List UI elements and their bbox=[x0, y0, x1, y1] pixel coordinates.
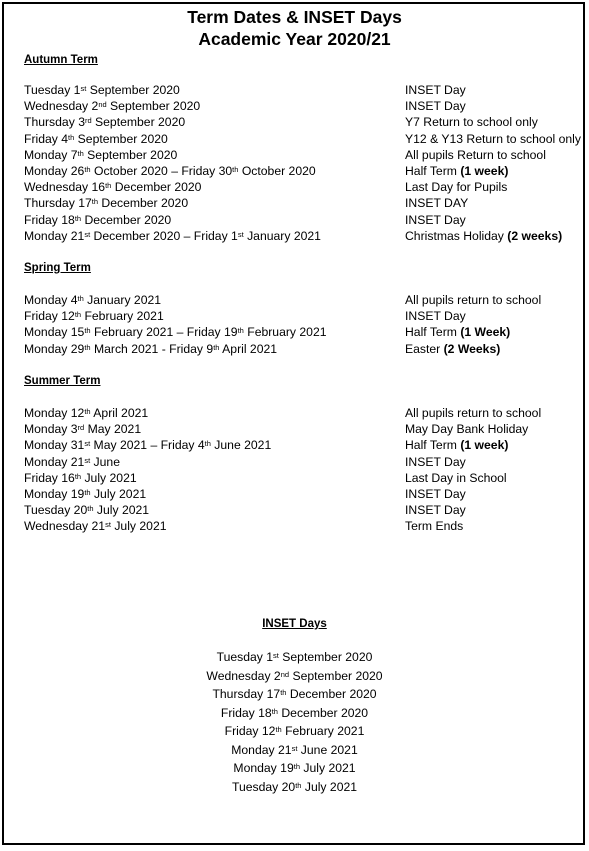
date-text: April 2021 bbox=[90, 406, 149, 420]
date-text: Monday 29 bbox=[24, 341, 85, 356]
date-text: Monday 15 bbox=[24, 325, 85, 340]
ordinal-suffix: th bbox=[74, 471, 82, 481]
date-cell bbox=[24, 454, 120, 470]
date-text: Monday 21 bbox=[24, 454, 85, 469]
table-row bbox=[24, 147, 584, 163]
date-text: Wednesday 21 bbox=[24, 519, 106, 534]
list-item bbox=[0, 648, 589, 667]
spring-term-list bbox=[24, 292, 584, 357]
ordinal-suffix: th bbox=[77, 148, 84, 158]
ordinal-suffix: st bbox=[84, 229, 91, 239]
date-text: May 2021 bbox=[84, 422, 142, 437]
table-row bbox=[24, 114, 584, 130]
event-duration: (2 Weeks) bbox=[443, 341, 501, 356]
ordinal-suffix: nd bbox=[280, 669, 290, 679]
event-duration: (1 Week) bbox=[460, 325, 511, 340]
date-text: July 2021 bbox=[110, 519, 167, 534]
ordinal-suffix: th bbox=[295, 780, 302, 790]
ordinal-suffix: th bbox=[275, 725, 282, 734]
event-cell bbox=[405, 195, 468, 211]
date-cell bbox=[24, 405, 148, 421]
summer-term-heading: Summer Term bbox=[24, 375, 101, 387]
autumn-term-heading: Autumn Term bbox=[24, 54, 98, 66]
ordinal-suffix: st bbox=[237, 229, 244, 239]
event-duration: (2 weeks) bbox=[507, 228, 563, 243]
date-cell bbox=[24, 324, 327, 340]
event-text: Last Day for Pupils bbox=[405, 180, 508, 195]
date-cell bbox=[24, 341, 277, 357]
event-text: INSET Day bbox=[405, 454, 466, 469]
date-text: June bbox=[90, 454, 120, 469]
date-text: September 2020 bbox=[278, 650, 373, 664]
event-text: Half Term bbox=[405, 438, 461, 453]
date-cell bbox=[24, 470, 137, 486]
date-text: January 2021 bbox=[243, 228, 321, 243]
date-text: February 2021 bbox=[81, 309, 164, 324]
ordinal-suffix: th bbox=[213, 342, 220, 352]
date-cell bbox=[24, 163, 316, 179]
event-cell bbox=[405, 486, 466, 502]
date-cell bbox=[24, 486, 146, 502]
date-cell bbox=[24, 502, 149, 518]
table-row bbox=[24, 454, 584, 470]
date-text: Tuesday 20 bbox=[231, 779, 296, 794]
ordinal-suffix: rd bbox=[77, 423, 85, 433]
table-row bbox=[24, 131, 584, 147]
ordinal-suffix: rd bbox=[84, 116, 92, 126]
event-cell bbox=[405, 131, 581, 147]
date-text: Monday 4 bbox=[24, 293, 78, 307]
table-row bbox=[24, 470, 584, 486]
event-text: Easter bbox=[405, 341, 444, 356]
ordinal-suffix: th bbox=[77, 294, 84, 303]
table-row bbox=[24, 82, 584, 98]
date-cell bbox=[24, 195, 188, 211]
event-text: May Day Bank Holiday bbox=[405, 422, 529, 437]
ordinal-suffix: st bbox=[80, 84, 87, 93]
event-text: INSET Day bbox=[405, 309, 466, 324]
date-text: Monday 7 bbox=[24, 147, 78, 162]
date-cell bbox=[24, 308, 164, 324]
event-cell bbox=[405, 324, 510, 340]
ordinal-suffix: nd bbox=[98, 100, 107, 110]
ordinal-suffix: th bbox=[84, 164, 91, 174]
date-text: Monday 21 bbox=[24, 228, 85, 243]
ordinal-suffix: th bbox=[237, 326, 244, 336]
ordinal-suffix: th bbox=[105, 181, 112, 191]
event-text: Term Ends bbox=[405, 519, 464, 534]
event-cell bbox=[405, 179, 507, 195]
list-item bbox=[0, 667, 589, 686]
page-subtitle: Academic Year 2020/21 bbox=[198, 29, 391, 49]
date-text: Monday 3 bbox=[24, 422, 78, 437]
ordinal-suffix: th bbox=[91, 197, 99, 207]
event-duration: (1 week) bbox=[460, 438, 509, 453]
date-text: Friday 12 bbox=[224, 724, 276, 738]
date-text: July 2021 bbox=[90, 486, 147, 501]
date-text: December 2020 – Friday 1 bbox=[90, 228, 238, 243]
event-cell bbox=[405, 163, 508, 179]
page-title: Term Dates & INSET Days bbox=[187, 7, 402, 27]
table-row bbox=[24, 421, 584, 437]
event-text: All pupils return to school bbox=[405, 293, 542, 307]
event-cell bbox=[405, 114, 538, 130]
inset-days-list bbox=[0, 648, 589, 796]
date-text: Tuesday 1 bbox=[216, 650, 274, 664]
event-text: INSET Day bbox=[405, 486, 466, 501]
date-text: December 2020 bbox=[277, 705, 369, 720]
date-text: Monday 31 bbox=[24, 438, 85, 453]
table-row bbox=[24, 486, 584, 502]
date-text: July 2021 bbox=[301, 779, 358, 794]
date-text: Monday 26 bbox=[24, 163, 85, 178]
ordinal-suffix: th bbox=[232, 164, 239, 174]
date-text: Tuesday 20 bbox=[24, 503, 88, 518]
event-text: INSET Day bbox=[405, 83, 466, 97]
table-row bbox=[24, 292, 584, 308]
date-text: April 2021 bbox=[219, 341, 278, 356]
event-cell bbox=[405, 82, 466, 98]
date-text: Thursday 17 bbox=[212, 687, 281, 701]
table-row bbox=[24, 518, 584, 534]
date-text: February 2021 bbox=[243, 325, 327, 340]
spring-term-heading: Spring Term bbox=[24, 262, 91, 274]
date-cell bbox=[24, 518, 167, 534]
date-text: July 2021 bbox=[93, 503, 150, 518]
event-duration: (1 week) bbox=[460, 163, 509, 178]
inset-days-heading: INSET Days bbox=[262, 618, 327, 630]
date-cell bbox=[24, 114, 185, 130]
date-text: July 2021 bbox=[81, 470, 137, 485]
date-text: May 2021 – Friday 4 bbox=[90, 438, 205, 453]
date-text: February 2021 – Friday 19 bbox=[90, 325, 238, 340]
date-text: Friday 4 bbox=[24, 131, 69, 146]
date-text: October 2020 – Friday 30 bbox=[90, 163, 233, 178]
date-cell bbox=[24, 212, 171, 228]
table-row bbox=[24, 437, 584, 453]
event-cell bbox=[405, 470, 507, 486]
date-cell bbox=[24, 98, 200, 114]
date-text: September 2020 bbox=[106, 99, 201, 114]
event-cell bbox=[405, 212, 466, 228]
date-text: December 2020 bbox=[81, 212, 172, 227]
date-cell bbox=[24, 437, 271, 453]
event-text: All pupils return to school bbox=[405, 406, 542, 420]
date-text: September 2020 bbox=[86, 83, 180, 97]
date-text: December 2020 bbox=[111, 180, 202, 195]
event-cell bbox=[405, 292, 541, 308]
date-text: Friday 18 bbox=[220, 705, 272, 720]
date-text: October 2020 bbox=[238, 163, 316, 178]
event-cell bbox=[405, 518, 463, 534]
event-text: INSET Day bbox=[405, 99, 466, 114]
table-row bbox=[24, 502, 584, 518]
event-cell bbox=[405, 502, 466, 518]
date-cell bbox=[24, 82, 180, 98]
event-cell bbox=[405, 454, 466, 470]
date-text: September 2020 bbox=[83, 147, 178, 162]
ordinal-suffix: th bbox=[68, 132, 75, 142]
list-item bbox=[0, 722, 589, 741]
ordinal-suffix: st bbox=[273, 651, 279, 660]
date-text: Friday 18 bbox=[24, 212, 75, 227]
event-text: INSET DAY bbox=[405, 196, 469, 211]
date-cell bbox=[24, 131, 168, 147]
date-cell bbox=[24, 179, 201, 195]
date-text: September 2020 bbox=[74, 131, 168, 146]
date-cell bbox=[24, 228, 321, 244]
summer-term-list bbox=[24, 405, 584, 535]
date-text: September 2020 bbox=[91, 115, 186, 130]
event-text: Half Term bbox=[405, 325, 461, 340]
event-text: Last Day in School bbox=[405, 470, 507, 485]
table-row bbox=[24, 324, 584, 340]
date-text: March 2021 - Friday 9 bbox=[90, 341, 214, 356]
date-text: December 2020 bbox=[286, 687, 377, 701]
table-row bbox=[24, 405, 584, 421]
autumn-term-list bbox=[24, 82, 584, 244]
ordinal-suffix: th bbox=[84, 326, 91, 336]
date-text: Friday 16 bbox=[24, 470, 75, 485]
event-text: Y12 & Y13 Return to school only bbox=[405, 131, 581, 146]
date-text: Tuesday 1 bbox=[24, 83, 81, 97]
date-cell bbox=[24, 421, 141, 437]
date-text: Monday 19 bbox=[233, 761, 294, 775]
date-text: September 2020 bbox=[289, 668, 383, 683]
date-cell bbox=[24, 147, 177, 163]
table-row bbox=[24, 98, 584, 114]
list-item bbox=[0, 685, 589, 704]
ordinal-suffix: th bbox=[84, 487, 91, 497]
event-cell bbox=[405, 437, 508, 453]
date-text: June 2021 bbox=[297, 742, 358, 757]
date-text: Friday 12 bbox=[24, 309, 75, 324]
ordinal-suffix: th bbox=[74, 213, 82, 223]
date-text: Wednesday 2 bbox=[206, 668, 281, 683]
event-text: Christmas Holiday bbox=[405, 228, 508, 243]
ordinal-suffix: th bbox=[84, 407, 91, 416]
date-text: Monday 12 bbox=[24, 406, 85, 420]
event-cell bbox=[405, 228, 562, 244]
date-text: Monday 21 bbox=[231, 742, 292, 757]
date-text: Monday 19 bbox=[24, 486, 85, 501]
event-text: INSET Day bbox=[405, 503, 466, 518]
table-row bbox=[24, 179, 584, 195]
table-row bbox=[24, 341, 584, 357]
date-text: July 2021 bbox=[300, 761, 356, 775]
date-text: Thursday 3 bbox=[24, 115, 85, 130]
table-row bbox=[24, 163, 584, 179]
ordinal-suffix: st bbox=[291, 743, 298, 753]
ordinal-suffix: th bbox=[271, 706, 278, 716]
table-row bbox=[24, 308, 584, 324]
date-text: December 2020 bbox=[98, 196, 189, 211]
event-cell bbox=[405, 147, 546, 163]
ordinal-suffix: th bbox=[87, 504, 94, 514]
list-item bbox=[0, 704, 589, 723]
list-item bbox=[0, 778, 589, 797]
date-text: February 2021 bbox=[281, 724, 365, 738]
table-row bbox=[24, 195, 584, 211]
date-text: June 2021 bbox=[210, 438, 272, 453]
ordinal-suffix: th bbox=[74, 310, 82, 320]
event-text: INSET Day bbox=[405, 212, 466, 227]
event-cell bbox=[405, 341, 500, 357]
date-text: Wednesday 2 bbox=[24, 99, 99, 114]
event-text: All pupils Return to school bbox=[405, 147, 546, 162]
list-item bbox=[0, 741, 589, 760]
event-text: Half Term bbox=[405, 163, 461, 178]
event-cell bbox=[405, 421, 528, 437]
date-text: Wednesday 16 bbox=[24, 180, 106, 195]
date-text: January 2021 bbox=[83, 293, 162, 307]
date-cell bbox=[24, 292, 161, 308]
ordinal-suffix: st bbox=[84, 439, 91, 449]
ordinal-suffix: th bbox=[280, 688, 287, 697]
event-cell bbox=[405, 98, 466, 114]
table-row bbox=[24, 212, 584, 228]
table-row bbox=[24, 228, 584, 244]
event-cell bbox=[405, 405, 541, 421]
ordinal-suffix: st bbox=[105, 520, 111, 530]
date-text: Thursday 17 bbox=[24, 196, 92, 211]
ordinal-suffix: th bbox=[84, 342, 91, 352]
event-text: Y7 Return to school only bbox=[405, 115, 538, 130]
ordinal-suffix: th bbox=[204, 439, 211, 449]
ordinal-suffix: st bbox=[84, 455, 91, 465]
event-cell bbox=[405, 308, 466, 324]
list-item bbox=[0, 759, 589, 778]
ordinal-suffix: th bbox=[293, 762, 300, 771]
